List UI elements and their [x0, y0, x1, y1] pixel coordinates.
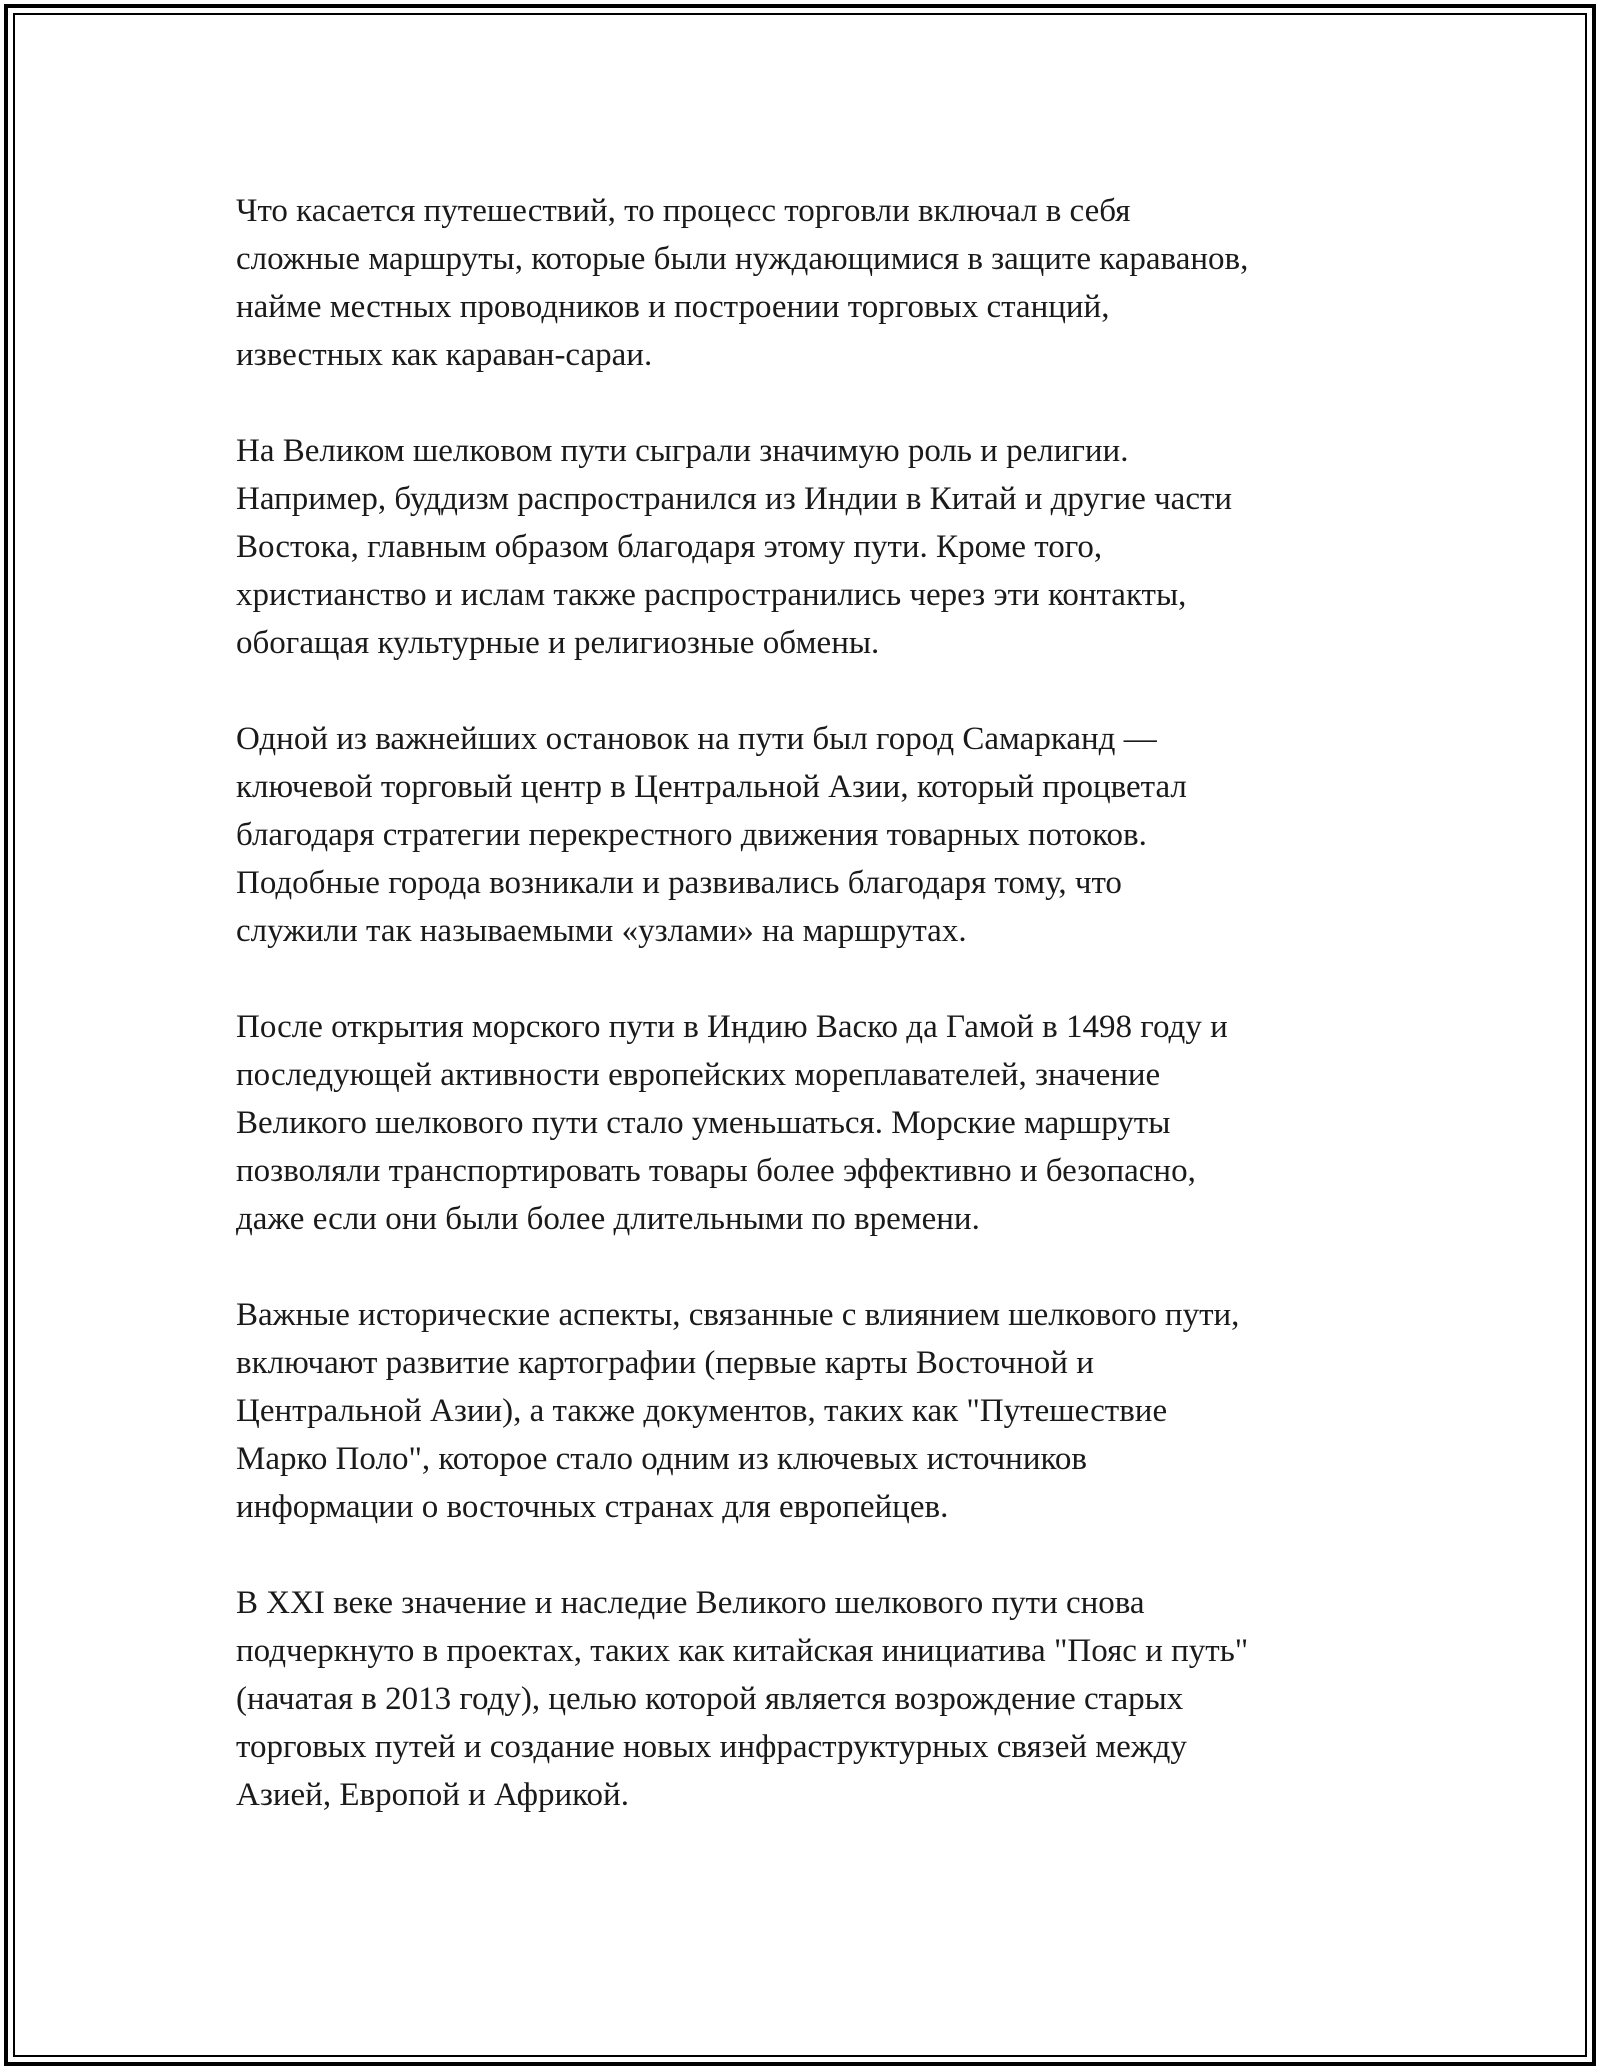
- document-body: [236, 187, 1376, 1867]
- text-line: служили так называемыми «узлами» на маршрутах.: [236, 913, 967, 949]
- text-line: Азией, Европой и Африкой.: [236, 1777, 629, 1813]
- text-line: Одной из важнейших остановок на пути был город Самарканд —: [236, 721, 1157, 757]
- text-line: Востока, главным образом благодаря этому пути. Кроме того,: [236, 529, 1103, 565]
- text-line: Что касается путешествий, то процесс торговли включал в себя: [236, 193, 1131, 229]
- paragraph-samarkand: [236, 715, 1376, 955]
- paragraph-caravan-routes: [236, 187, 1376, 379]
- text-line: найме местных проводников и построении торговых станций,: [236, 289, 1110, 325]
- text-line: включают развитие картографии (первые карты Восточной и: [236, 1345, 1094, 1381]
- text-line: Важные исторические аспекты, связанные с влиянием шелкового пути,: [236, 1297, 1240, 1333]
- text-line: ключевой торговый центр в Центральной Азии, который процветал: [236, 769, 1187, 805]
- text-line: последующей активности европейских мореплавателей, значение: [236, 1057, 1161, 1093]
- paragraph-belt-and-road: [236, 1579, 1376, 1819]
- text-line: сложные маршруты, которые были нуждающимися в защите караванов,: [236, 241, 1249, 277]
- text-line: обогащая культурные и религиозные обмены.: [236, 625, 880, 661]
- text-line: подчеркнуто в проектах, таких как китайская инициатива "Пояс и путь": [236, 1633, 1249, 1669]
- paragraph-sea-route: [236, 1003, 1376, 1243]
- text-line: Например, буддизм распространился из Индии в Китай и другие части: [236, 481, 1233, 517]
- text-line: После открытия морского пути в Индию Васко да Гамой в 1498 году и: [236, 1009, 1228, 1045]
- text-line: Марко Поло", которое стало одним из ключевых источников: [236, 1441, 1087, 1477]
- text-line: благодаря стратегии перекрестного движения товарных потоков.: [236, 817, 1147, 853]
- text-line: позволяли транспортировать товары более эффективно и безопасно,: [236, 1153, 1196, 1189]
- text-line: торговых путей и создание новых инфраструктурных связей между: [236, 1729, 1187, 1765]
- text-line: известных как караван-сараи.: [236, 337, 653, 373]
- paragraph-religions: [236, 427, 1376, 667]
- paragraph-historical-aspects: [236, 1291, 1376, 1531]
- text-line: (начатая в 2013 году), целью которой является возрождение старых: [236, 1681, 1184, 1717]
- text-line: даже если они были более длительными по времени.: [236, 1201, 980, 1237]
- text-line: Великого шелкового пути стало уменьшаться. Морские маршруты: [236, 1105, 1171, 1141]
- text-line: христианство и ислам также распространились через эти контакты,: [236, 577, 1187, 613]
- text-line: Подобные города возникали и развивались благодаря тому, что: [236, 865, 1122, 901]
- text-line: Центральной Азии), а также документов, таких как "Путешествие: [236, 1393, 1168, 1429]
- text-line: На Великом шелковом пути сыграли значимую роль и религии.: [236, 433, 1129, 469]
- text-line: информации о восточных странах для европейцев.: [236, 1489, 949, 1525]
- text-line: В XXI веке значение и наследие Великого шелкового пути снова: [236, 1585, 1145, 1621]
